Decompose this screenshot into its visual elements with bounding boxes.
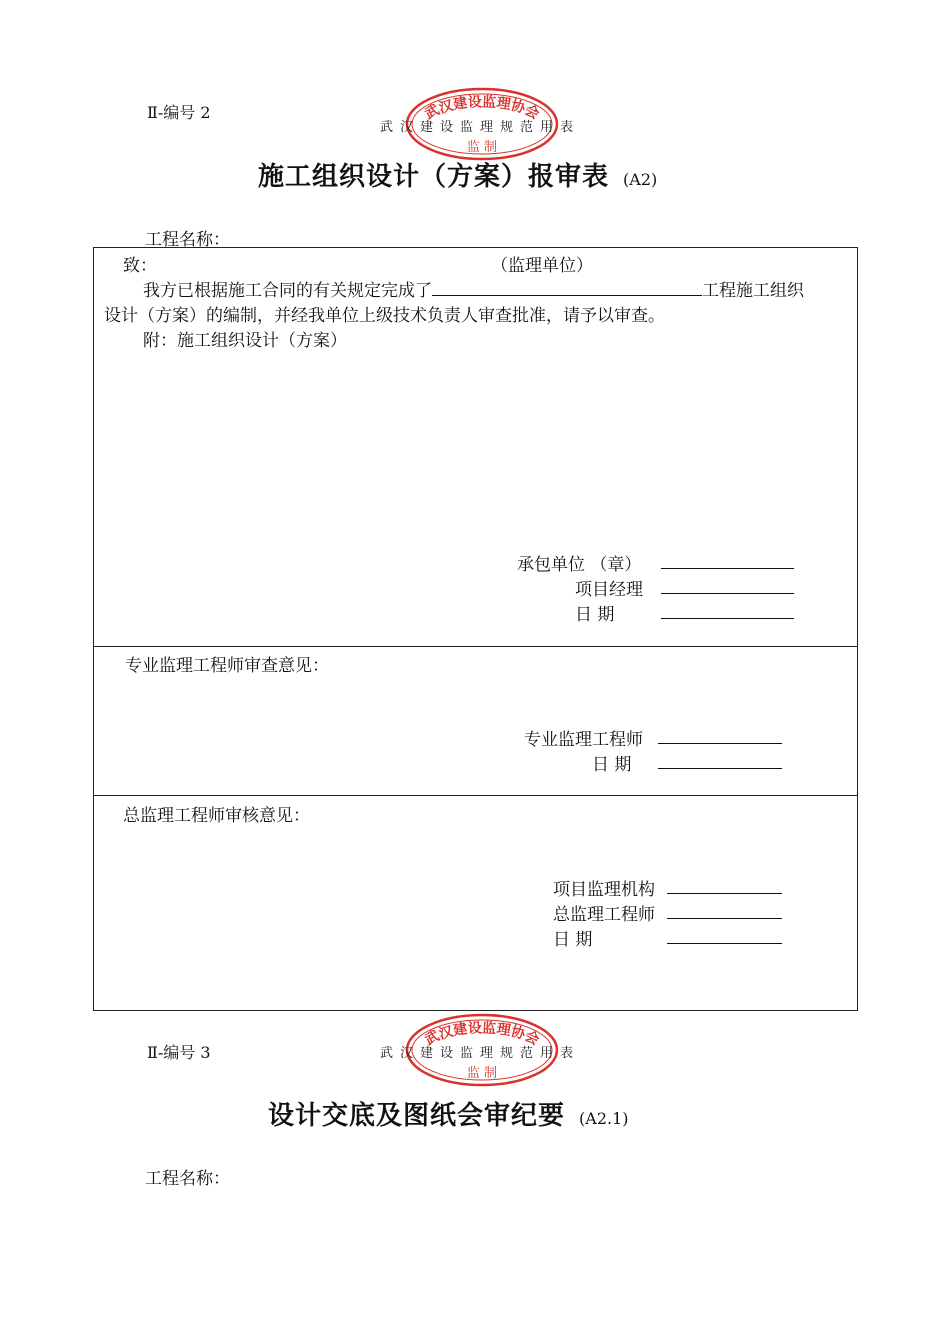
manager-sign-label: 项目经理	[575, 580, 643, 600]
chief-sign-label: 总监理工程师	[553, 905, 655, 925]
engineer-review-label: 专业监理工程师审查意见：	[125, 656, 329, 676]
seal2-bottom-text: 监 制	[466, 1066, 498, 1081]
form-title-text: 施工组织设计（方案）报审表	[258, 162, 610, 192]
contractor-sign-line[interactable]	[661, 552, 794, 569]
org-sign-label: 项目监理机构	[553, 880, 655, 900]
engineer-date-line[interactable]	[658, 752, 782, 769]
chief-review-label: 总监理工程师审核意见：	[123, 806, 310, 826]
seal-bottom-text: 监 制	[466, 140, 498, 155]
statement-line2: 设计（方案）的编制，并经我单位上级技术负责人审查批准，请予以审查。	[104, 306, 665, 326]
chief-date-label: 日 期	[553, 930, 593, 950]
to-unit: （监理单位）	[491, 256, 593, 276]
org-sign-line[interactable]	[667, 877, 782, 894]
seal-top-text: 武汉建设监理协会	[422, 94, 542, 123]
project-blank-line[interactable]	[432, 279, 702, 296]
form-subtitle: 武汉建设监理规范用表	[380, 120, 581, 135]
statement-prefix: 我方已根据施工合同的有关规定完成了	[143, 281, 432, 301]
statement-suffix: 工程施工组织	[702, 281, 804, 301]
engineer-sign-line[interactable]	[658, 727, 782, 744]
form2-title-code: (A2.1)	[579, 1109, 629, 1128]
form-code: Ⅱ-编号 2	[147, 103, 211, 122]
chief-date-line[interactable]	[667, 927, 782, 944]
form2-title-text: 设计交底及图纸会审纪要	[268, 1101, 566, 1131]
form2-title	[268, 1095, 629, 1132]
form-title	[258, 156, 657, 193]
to-label: 致：	[123, 256, 157, 276]
engineer-sign-label: 专业监理工程师	[524, 730, 643, 750]
contractor-sign-label: 承包单位 （章）	[517, 555, 642, 575]
form2-subtitle: 武汉建设监理规范用表	[380, 1046, 581, 1061]
chief-sign-line[interactable]	[667, 902, 782, 919]
statement-line1	[143, 276, 804, 301]
date-label: 日 期	[575, 605, 615, 625]
project-name-label: 工程名称：	[145, 230, 230, 250]
form2-project-name-label: 工程名称：	[145, 1169, 230, 1189]
form2-code: Ⅱ-编号 3	[147, 1043, 211, 1062]
attachment-label: 附：施工组织设计（方案）	[143, 331, 347, 351]
seal2-top-text: 武汉建设监理协会	[422, 1020, 542, 1049]
manager-sign-line[interactable]	[661, 577, 794, 594]
form-title-code: (A2)	[623, 170, 658, 189]
engineer-date-label: 日 期	[592, 755, 632, 775]
date-line[interactable]	[661, 602, 794, 619]
